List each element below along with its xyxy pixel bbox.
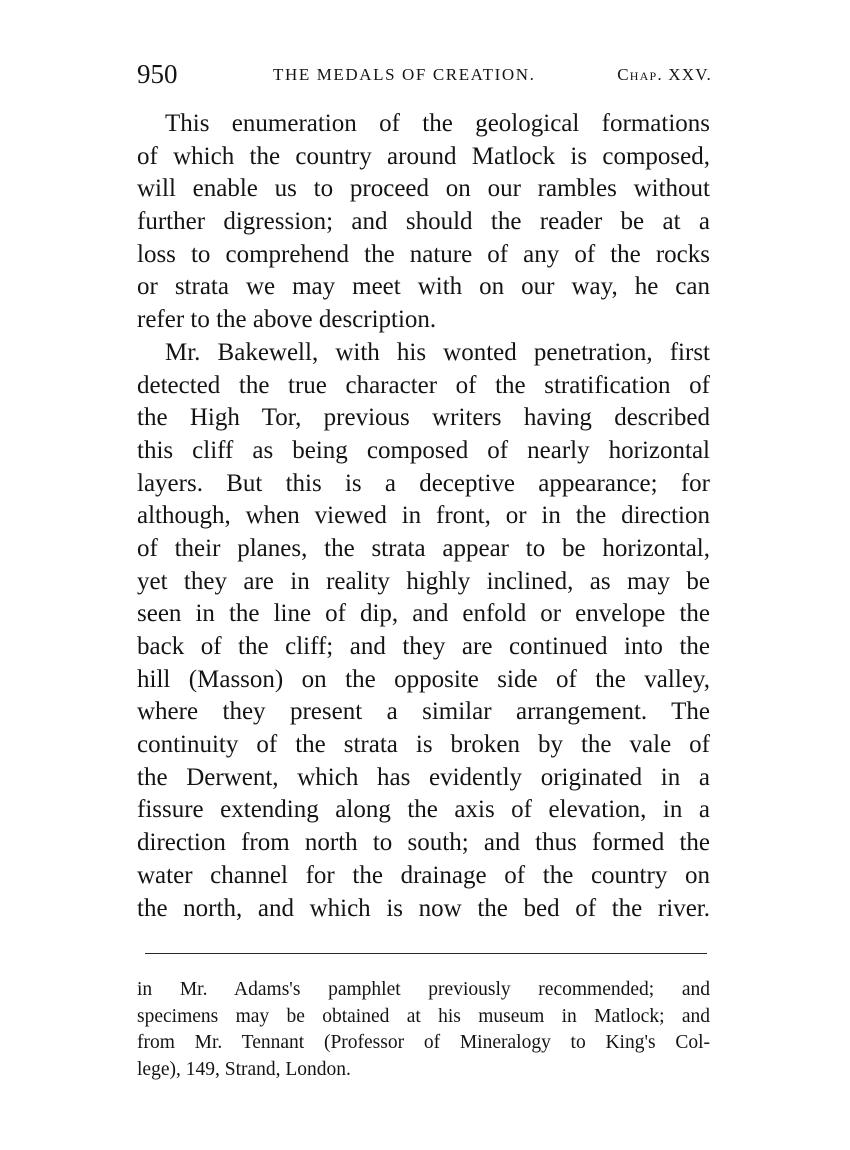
text-line: the Derwent, which has evidently originated in a [137, 763, 710, 791]
footnote-line: from Mr. Tennant (Professor of Mineralogy to King's Col- [137, 1032, 710, 1053]
text-line: seen in the line of dip, and enfold or envelope the [137, 600, 710, 628]
book-title: THE MEDALS OF CREATION. [273, 65, 536, 84]
text-line: refer to the above description. [137, 306, 437, 334]
page-number: 950 [137, 59, 178, 89]
text-line: further digression; and should the reader be at a [137, 208, 710, 236]
text-line: water channel for the drainage of the country on [137, 861, 710, 889]
text-line: back of the cliff; and they are continued into the [137, 633, 710, 660]
chapter-reference: Chap. XXV. [617, 65, 712, 84]
footnote-line: lege), 149, Strand, London. [137, 1058, 351, 1080]
footnote [137, 977, 710, 1083]
footnote-divider [145, 953, 707, 954]
text-line: this cliff as being composed of nearly horizontal [137, 436, 710, 464]
text-line: yet they are in reality highly inclined, as may be [137, 567, 710, 595]
text-line: although, when viewed in front, or in the direction [137, 502, 710, 530]
text-line: layers. But this is a deceptive appearance; for [137, 469, 710, 497]
text-line: direction from north to south; and thus formed the [137, 829, 710, 857]
footnote-line: in Mr. Adams's pamphlet previously recommended; and [137, 979, 710, 1000]
text-line: Mr. Bakewell, with his wonted penetration, first [165, 338, 710, 366]
text-line: the High Tor, previous writers having described [137, 404, 710, 432]
text-line: hill (Masson) on the opposite side of the valley, [137, 665, 710, 693]
text-line: fissure extending along the axis of elevation, in a [137, 796, 710, 824]
text-line: detected the true character of the stratification of [137, 371, 710, 399]
text-line: or strata we may meet with on our way, he can [137, 273, 710, 301]
text-line: loss to comprehend the nature of any of the rocks [137, 240, 710, 268]
body-text [137, 108, 710, 925]
text-line: of which the country around Matlock is composed, [137, 142, 710, 170]
footnote-line: specimens may be obtained at his museum in Matlock; and [137, 1005, 710, 1027]
text-line: This enumeration of the geological formations [165, 110, 710, 137]
text-line: where they present a similar arrangement. The [137, 698, 710, 726]
running-head [137, 58, 712, 92]
text-line: will enable us to proceed on our rambles without [137, 175, 710, 203]
text-line: continuity of the strata is broken by the vale of [137, 731, 710, 759]
text-line: of their planes, the strata appear to be horizontal, [137, 534, 710, 562]
text-line: the north, and which is now the bed of the river. [137, 894, 710, 922]
